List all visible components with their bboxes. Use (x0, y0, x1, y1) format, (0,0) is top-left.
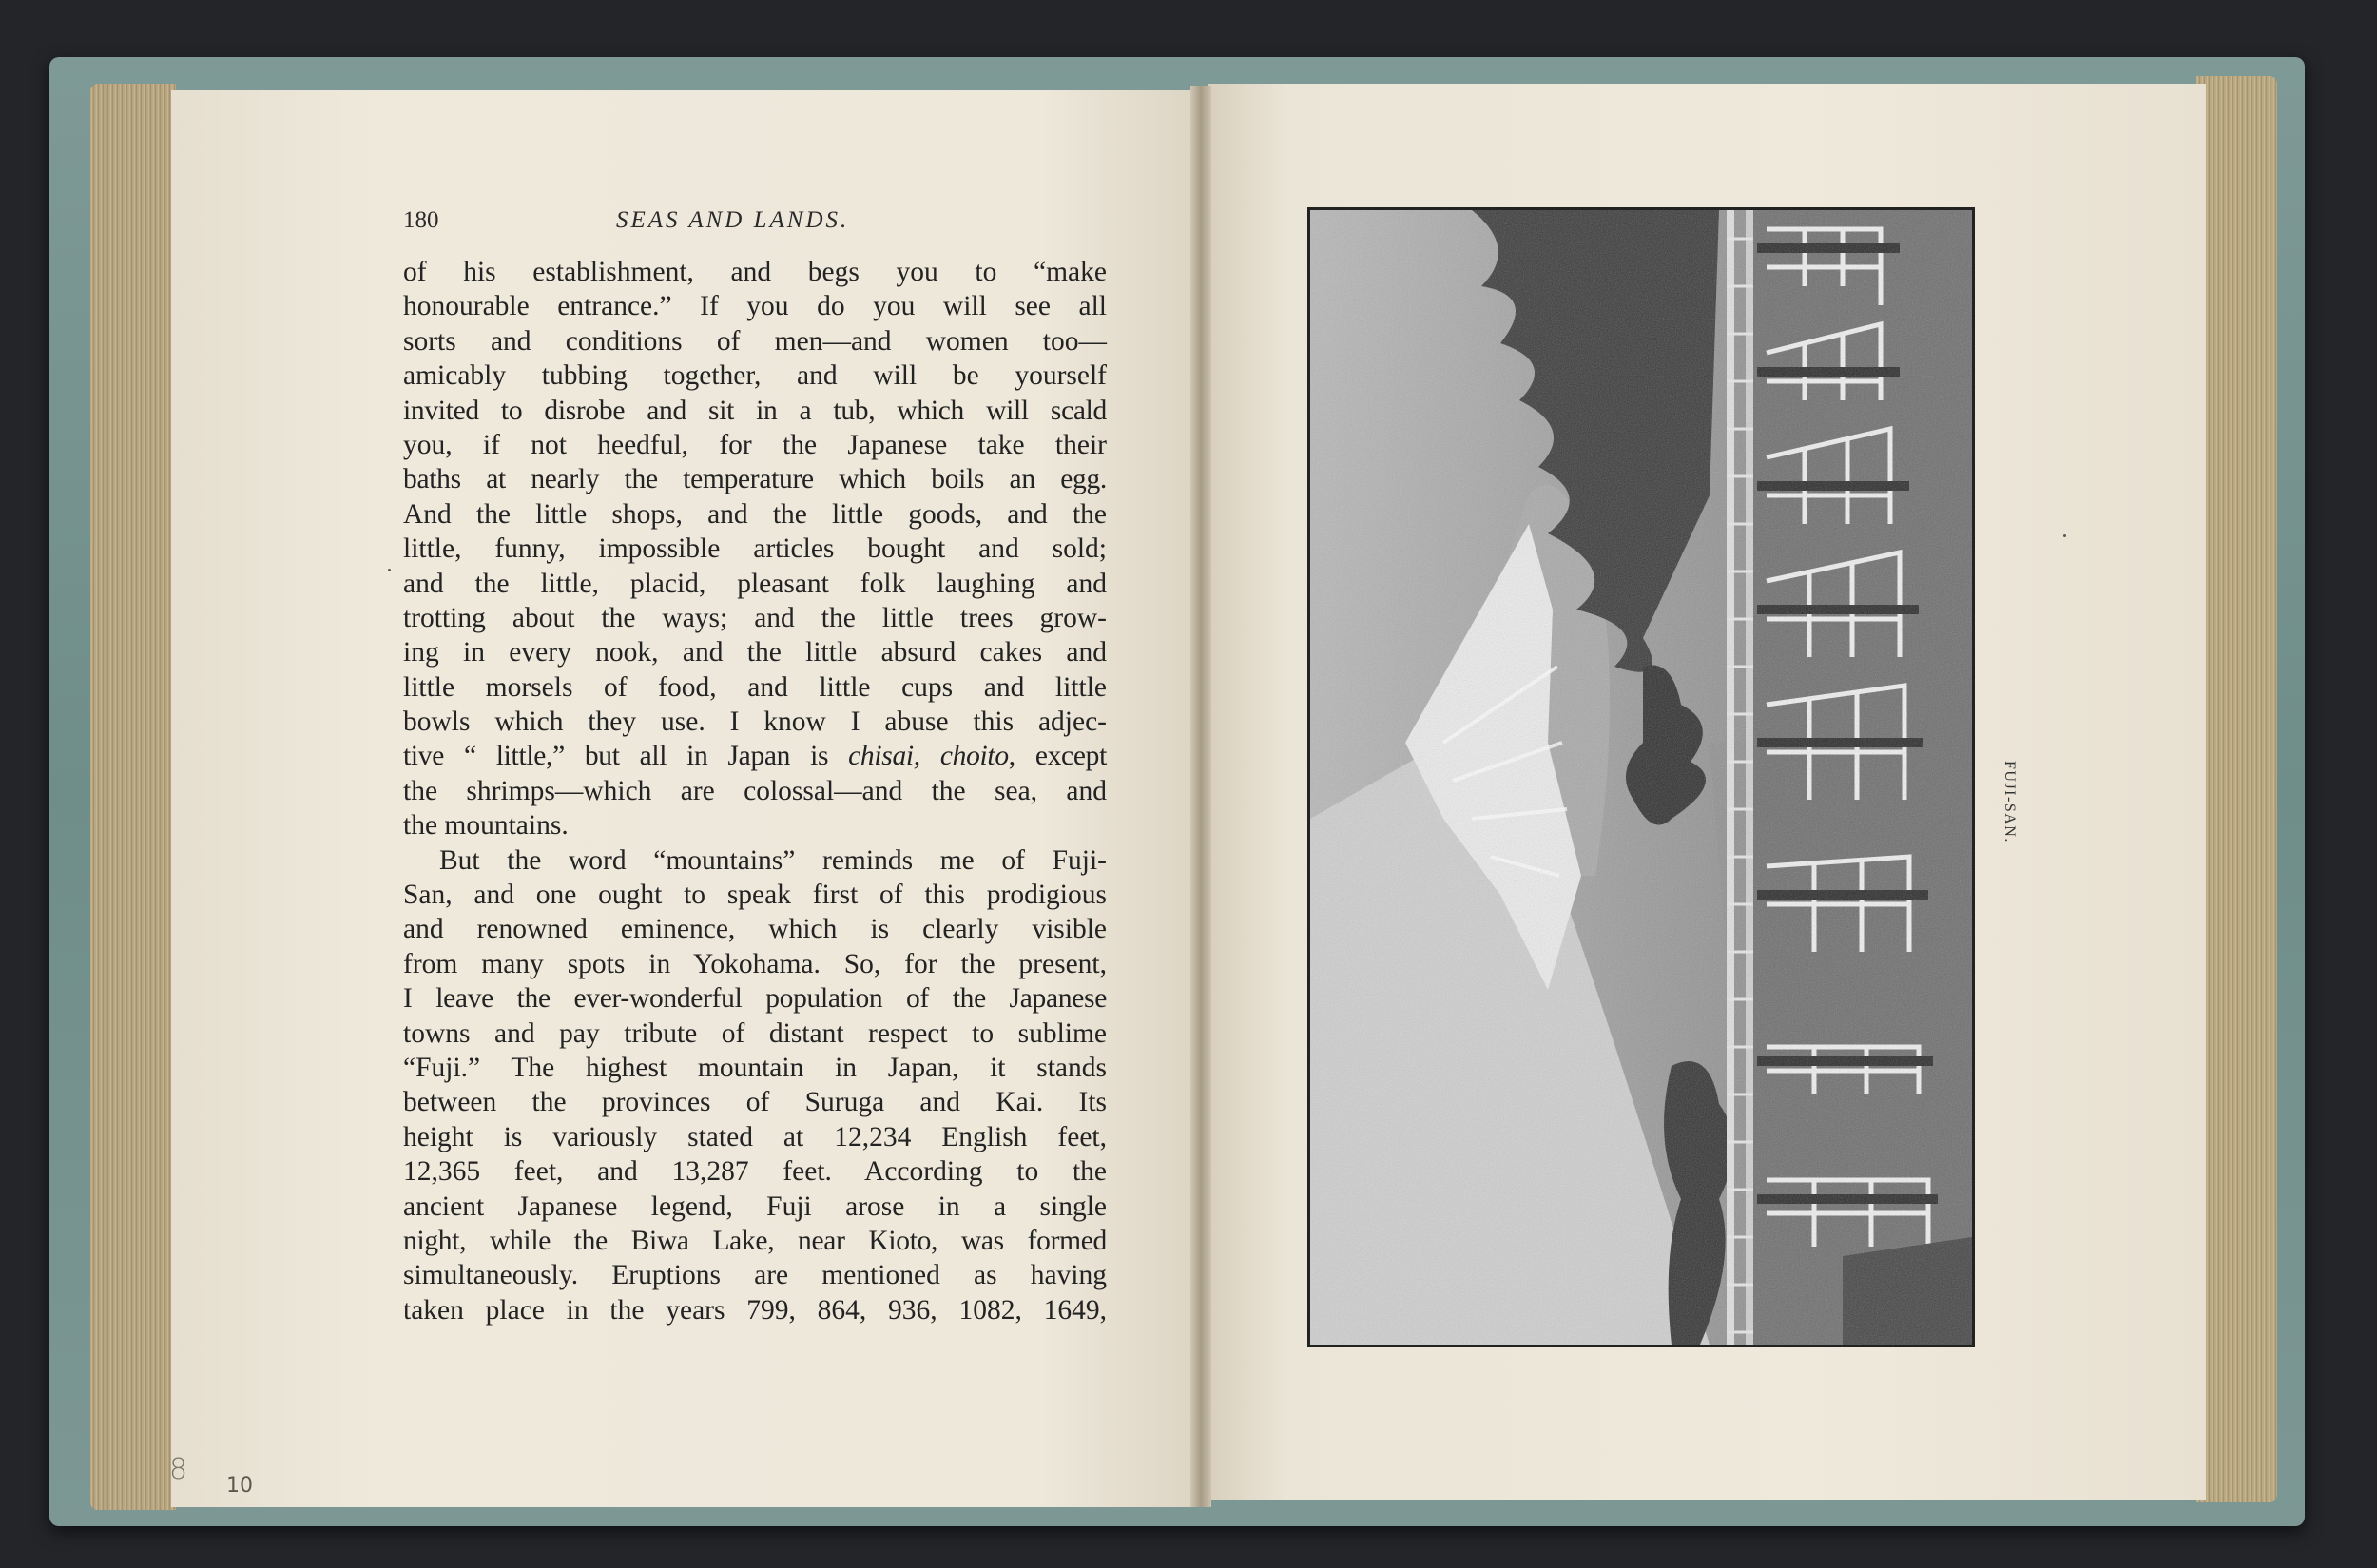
paper-speck (2063, 534, 2066, 537)
text-line: amicably tubbing together, and will be yourself (403, 360, 1107, 392)
text-line: invited to disrobe and sit in a tub, which will scald (403, 395, 1107, 426)
text-line: you, if not heedful, for the Japanese take their (403, 429, 1107, 460)
plate-illustration (1310, 210, 1972, 1345)
page-edges-right (2196, 76, 2277, 1502)
running-title: SEAS AND LANDS. (616, 207, 850, 233)
text-line: night, while the Biwa Lake, near Kioto, was formed (403, 1225, 1107, 1256)
text-line: little, funny, impossible articles bought and sold; (403, 533, 1107, 565)
text-line: 12,365 feet, and 13,287 feet. According to the (403, 1156, 1107, 1188)
text-line: the mountains. (403, 810, 569, 842)
text-line: ing in every nook, and the little absurd cakes and (403, 637, 1107, 668)
plate-grain (1310, 210, 1972, 1345)
text-line: and renowned eminence, which is clearly visible (403, 914, 1107, 945)
text-line: San, and one ought to speak first of this prodigious (403, 880, 1107, 911)
text-line: ancient Japanese legend, Fuji arose in a single (403, 1191, 1107, 1222)
text-line: simultaneously. Eruptions are mentioned as having (403, 1260, 1107, 1291)
text-line: towns and pay tribute of distant respect to sublime (403, 1017, 1107, 1049)
pencil-mark: 10 (226, 1474, 253, 1498)
text-line: And the little shops, and the little goods, and the (403, 498, 1107, 530)
text-line: honourable entrance.” If you do you will see all (403, 291, 1107, 322)
page-edges-left (90, 84, 176, 1510)
text-line: But the word “mountains” reminds me of Fuji- (439, 844, 1107, 876)
body-text (403, 255, 1107, 1327)
pencil-mark: 8 (169, 1453, 188, 1486)
text-line: baths at nearly the temperature which boils an egg. (403, 464, 1107, 495)
book-gutter (1190, 86, 1211, 1507)
text-line: bowls which they use. I know I abuse this adjec- (403, 707, 1107, 738)
text-line: from many spots in Yokohama. So, for the present, (403, 948, 1107, 979)
text-line: the shrimps—which are colossal—and the sea, and (403, 775, 1107, 806)
text-line: tive “ little,” but all in Japan is chisai, choito, except (403, 741, 1107, 772)
text-line: “Fuji.” The highest mountain in Japan, it stands (403, 1052, 1107, 1083)
paper-speck (388, 569, 391, 571)
text-line: of his establishment, and begs you to “make (403, 257, 1107, 287)
italic-foreign-words: chisai, choito (848, 741, 1009, 772)
text-line: I leave the ever-wonderful population of the Japanese (403, 983, 1107, 1015)
text-line: trotting about the ways; and the little trees grow- (403, 602, 1107, 633)
fuji-san-plate (1307, 207, 1975, 1347)
text-line: little morsels of food, and little cups and little (403, 671, 1107, 703)
plate-caption: FUJI-SAN. (2001, 761, 2018, 843)
page-number: 180 (403, 207, 439, 233)
text-line: between the provinces of Suruga and Kai. Its (403, 1087, 1107, 1118)
text-line: and the little, placid, pleasant folk laughing and (403, 568, 1107, 599)
text-line: sorts and conditions of men—and women too— (403, 325, 1107, 357)
running-head (403, 207, 1107, 245)
text-line: height is variously stated at 12,234 English feet, (403, 1121, 1107, 1152)
text-line: taken place in the years 799, 864, 936, 1082, 1649, (403, 1294, 1107, 1326)
